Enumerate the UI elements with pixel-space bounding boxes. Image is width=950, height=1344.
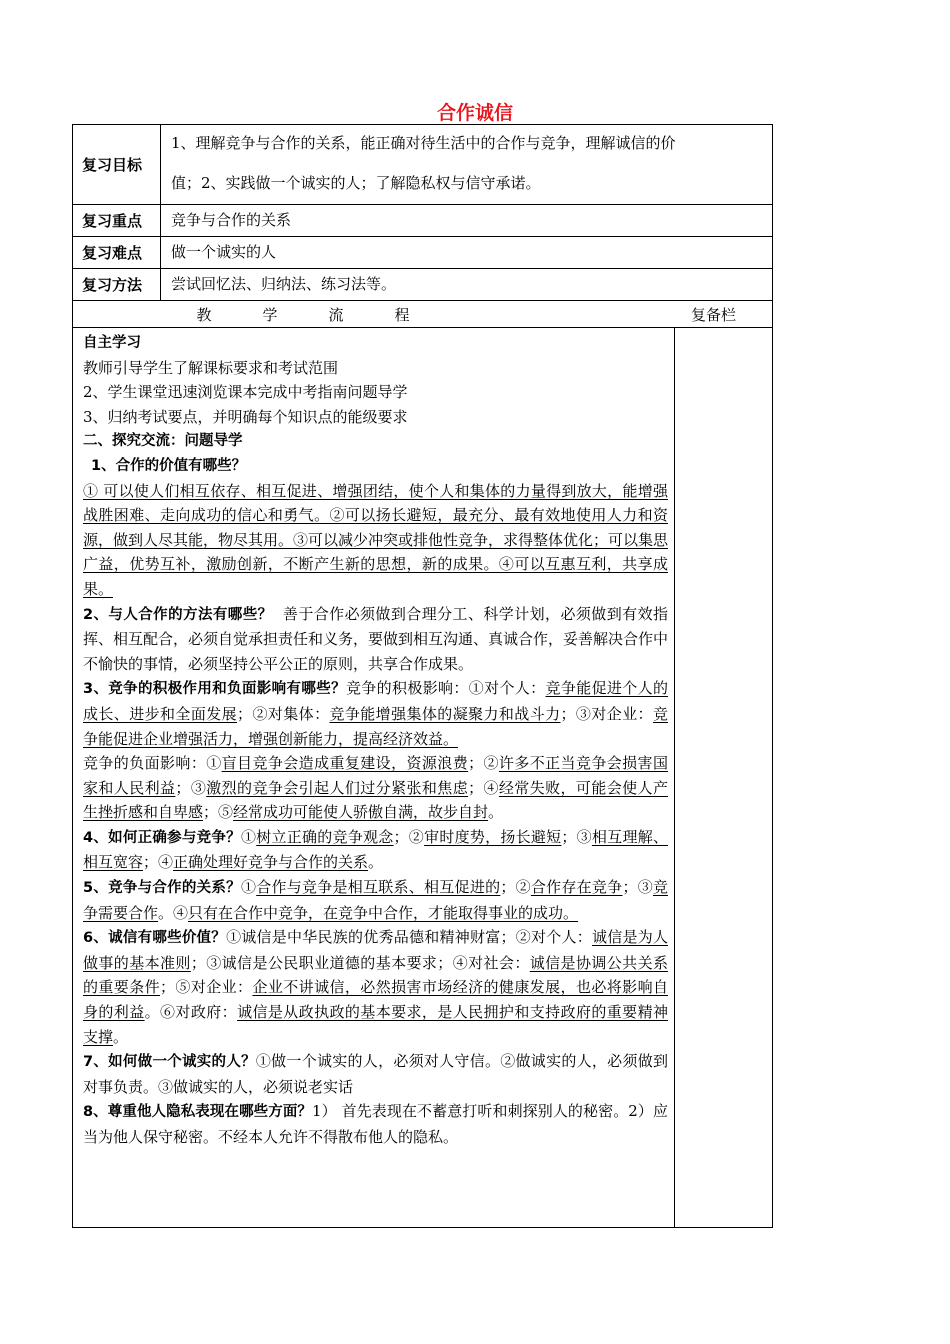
section-self-study: 自主学习 [83,335,141,351]
key-label: 复习重点 [73,205,161,237]
answer-5-text: ；② [500,878,531,897]
flow-word-4: 程 [394,305,410,324]
answer-6-text: ；③诚信是公民职业道德的基本要求；④对社会： [190,953,530,972]
row-key [73,205,773,237]
answer-3-underlined: 竞争能增强集体的凝聚力和战斗力 [329,704,561,723]
answer-4-underlined: 审时度势，扬长避短 [424,827,562,846]
row-flow-header [73,301,773,328]
answer-7: ①做一个诚实的人，必须对人守信。②做诚实的人，必须做到对事负责。③做诚实的人，必须说老实话 [83,1052,668,1096]
flow-header [73,301,773,328]
qa-6 [83,925,668,1049]
question-5: 5、竞争与合作的关系？ [83,880,241,897]
answer-3-text: ；⑤ [203,803,234,822]
answer-8: 1） 首先表现在不蓄意打听和刺探别人的秘密。2）应当为他人保守秘密。不经本人允许不得散布他人的隐私。 [83,1102,669,1146]
difficulty-label: 复习难点 [73,237,161,269]
goals-line-1: 1、理解竞争与合作的关系，能正确对待生活中的合作与竞争，理解诚信的价 [171,134,676,152]
qa-5 [83,875,668,925]
answer-6-text: 。⑥对政府： [144,1003,238,1022]
difficulty-value: 做一个诚实的人 [161,237,773,269]
answer-6-underlined: 诚信是为人做事的基本准则 [83,928,668,972]
answer-3-text: 。 [488,803,504,822]
qa-8 [83,1099,668,1149]
answer-5-underlined: 合作与竞争是相互联系、相互促进的 [256,878,501,897]
qa-7 [83,1049,668,1099]
lesson-table [72,124,773,1228]
answer-3-text: ；③对企业： [560,704,653,723]
key-value: 竞争与合作的关系 [161,205,773,237]
page-title: 合作诚信 [436,102,513,124]
answer-3-text: ；②对集体： [237,704,330,723]
answer-3-text: ；④ [468,778,499,797]
answer-6-underlined: 诚信是协调公共关系的重要条件 [83,953,668,997]
qa-4 [83,825,668,875]
self-study-line-2: 2、学生课堂迅速浏览课本完成中考指南问题导学 [83,383,408,402]
answer-3-text: 竞争的积极影响：①对个人： [345,679,546,698]
self-study-line-1: 教师引导学生了解课标要求和考试范围 [83,358,339,377]
method-value: 尝试回忆法、归纳法、练习法等。 [161,269,773,301]
answer-3-text: ；③ [175,778,207,797]
question-3: 3、竞争的积极作用和负面影响有哪些？ [83,681,346,698]
answer-5-underlined: 合作存在竞争 [530,878,623,897]
flow-word-2: 学 [262,305,278,324]
question-2: 2、与人合作的方法有哪些？ [83,606,273,623]
answer-6-underlined: 企业不讲诚信，必然损害市场经济的健康发展，也必将影响自身的利益 [83,978,668,1022]
content-cell [73,328,675,1228]
qa-3 [83,676,668,751]
answer-4-text: ；④ [143,853,174,872]
answer-3-underlined: 激烈的竞争会引起人们过分紧张和焦虑 [206,778,469,797]
answer-4-text: 。 [368,853,384,872]
answer-6-text: ①诚信是中华民族的优秀品德和精神财富；②对个人： [226,928,592,947]
section-explore: 二、探究交流：问题导学 [83,433,243,450]
answer-4-underlined: 相互理解、相互宽容 [83,827,668,872]
answer-4-text: ；② [393,827,425,846]
question-1: 1、合作的价值有哪些？ [91,457,247,474]
question-7: 7、如何做一个诚实的人？ [83,1054,256,1071]
answer-3-underlined: 经常失败，可能会使人产生挫折感和自卑感 [83,778,668,822]
answer-4-text: ；③ [561,827,592,846]
answer-2: 善于合作必须做到合理分工、科学计划，必须做到有效指挥、相互配合，必须自觉承担责任和义务，要做到相互沟通、真诚合作，妥善解决合作中不愉快的事情，必须坚持公平公正的原则，共享合作成果。 [83,604,669,673]
row-difficulty [73,237,773,269]
answer-6-underlined: 诚信是从政执政的基本要求，是人民拥护和支持政府的重要精神支撑 [83,1003,668,1046]
qa-2 [83,602,668,677]
row-content [73,328,773,1228]
question-6: 6、诚信有哪些价值？ [83,930,227,947]
answer-1: ① 可以使人们相互依存、相互促进、增强团结，使个人和集体的力量得到放大，能增强战胜困难、走向成功的信心和勇气。②可以扬长避短，最充分、最有效地使用人力和资源，做到人尽其能，物尽其用。③可以减少冲突或排他性竞争，求得整体优化；可以集思广益，优势互补，激励创新，不断产生新的思想，新的成果。④可以互惠互利，共享成果。 [83,481,669,598]
answer-3-underlined: 经常成功可能使人骄傲自满，故步自封 [233,803,489,822]
answer-5-text: 。④ [158,903,189,922]
goals-line-2: 值；2、实践做一个诚实的人；了解隐私权与信守承诺。 [171,174,541,192]
answer-3-underlined: 竞争能促进个人的成长、进步和全面发展 [83,679,668,723]
row-goals [73,125,773,205]
answer-3-text: 竞争的负面影响：① [83,754,222,773]
self-study-line-3: 3、归纳考试要点，并明确每个知识点的能级要求 [83,407,408,426]
answer-4-underlined: 树立正确的竞争观念 [256,827,394,846]
answer-5-text: ；③ [622,878,653,897]
answer-5-underlined: 只有在合作中竞争，在竞争中合作，才能取得事业的成功。 [188,903,579,922]
flow-word-3: 流 [328,305,344,324]
answer-3-text: ；② [468,754,499,773]
answer-5-underlined: 竞争需要合作 [83,878,668,922]
answer-5-text: ① [240,878,257,897]
goals-value [161,125,773,205]
goals-label: 复习目标 [73,125,161,205]
answer-6-text: 。 [113,1027,129,1046]
flow-word-1: 教 [196,305,212,324]
method-label: 复习方法 [73,269,161,301]
answer-3-underlined: 盲目竞争会造成重复建设，资源浪费 [221,754,469,773]
answer-3-negative [83,751,668,825]
side-notes-column [675,328,773,1228]
answer-3-underlined: 竞争能促进企业增强活力，增强创新能力，提高经济效益。 [83,704,668,748]
question-8: 8、尊重他人隐私表现在哪些方面？ [83,1104,313,1121]
answer-6-text: ；⑤对企业： [160,978,253,997]
question-4: 4、如何正确参与竞争？ [83,829,241,846]
row-method [73,269,773,301]
side-column-header: 复备栏 [691,305,737,324]
answer-4-text: ① [240,827,257,846]
answer-4-underlined: 正确处理好竞争与合作的关系 [173,853,369,872]
answer-3-underlined: 许多不正当竞争会损害国家和人民利益 [83,754,668,797]
